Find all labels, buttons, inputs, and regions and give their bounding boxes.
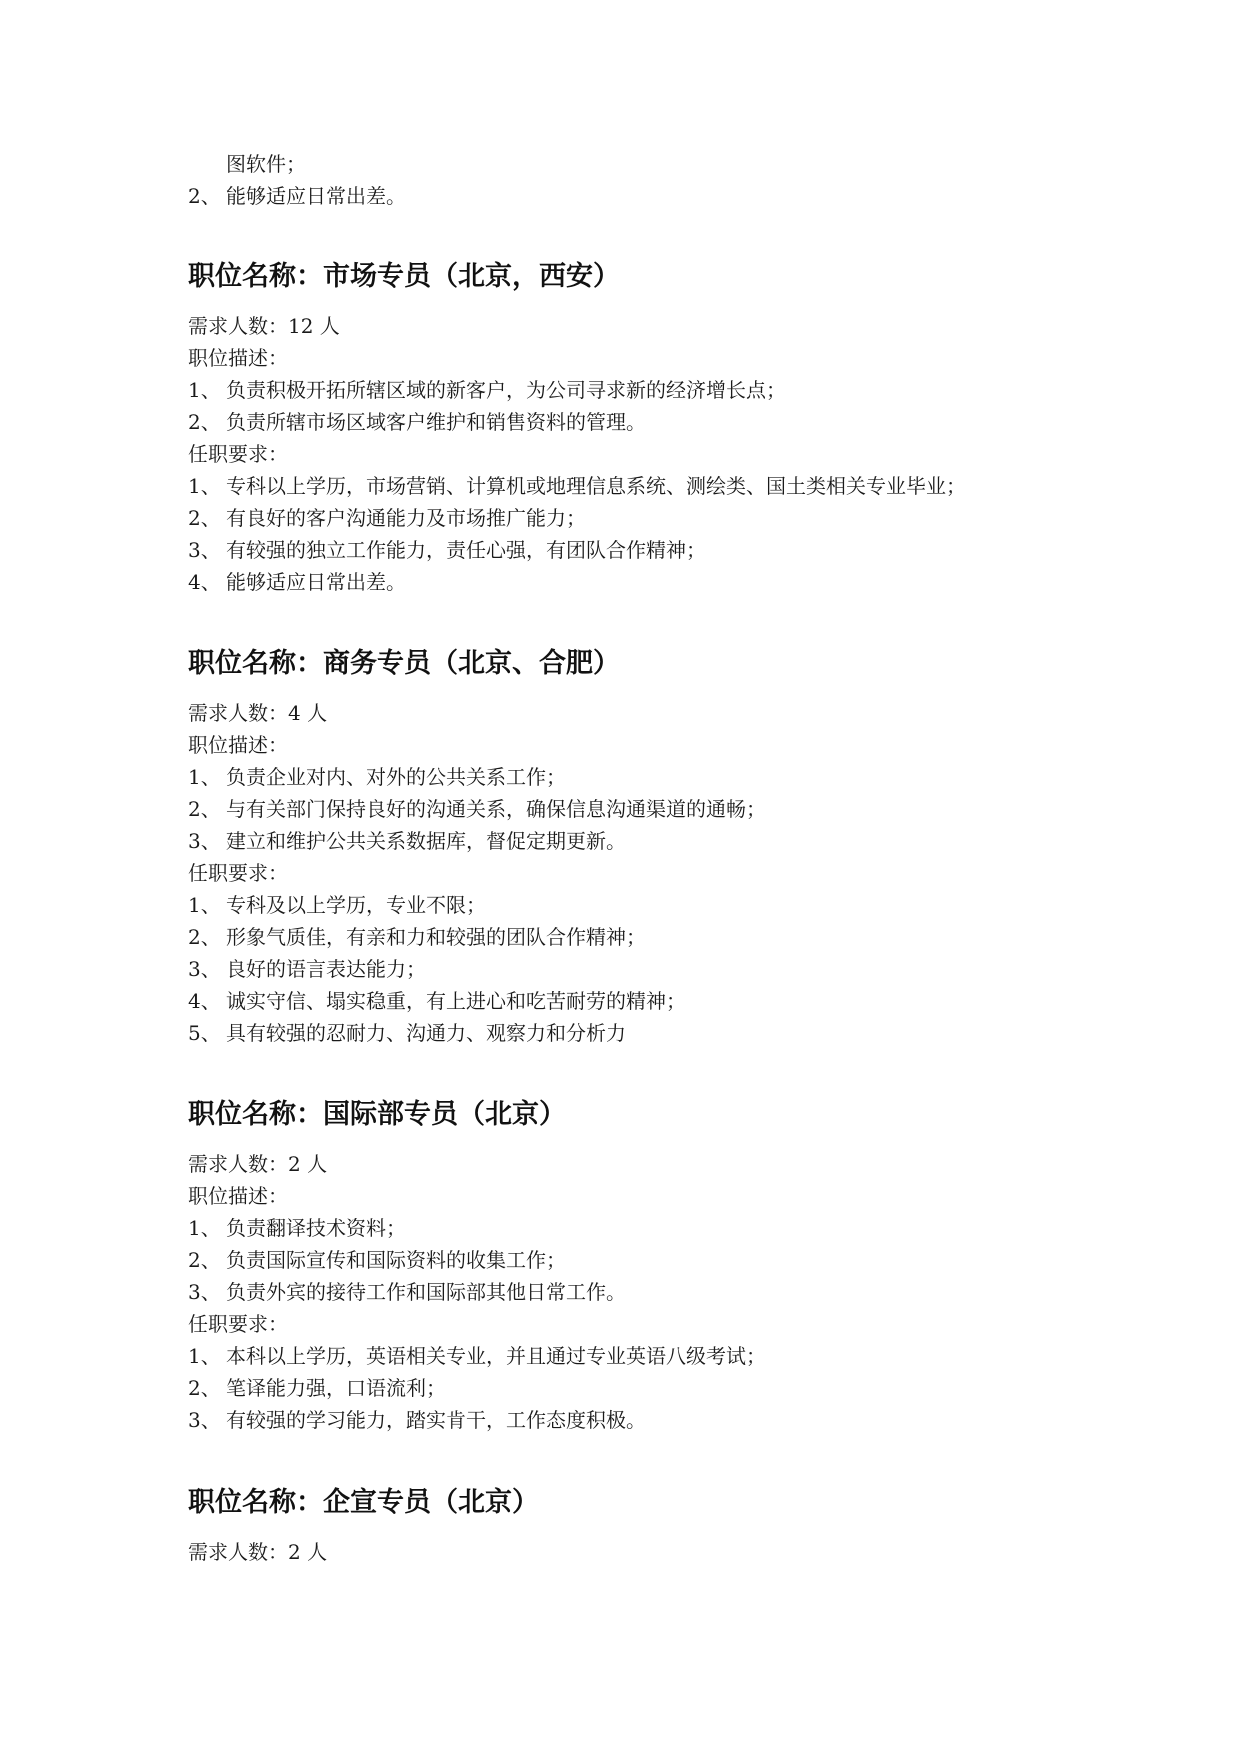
list-item [188, 182, 406, 210]
list-number: 3、 [188, 957, 221, 981]
job-title: 职位名称：市场专员（北京，西安） [188, 261, 620, 292]
list-item [188, 1278, 626, 1306]
list-item [188, 408, 646, 436]
list-text: 负责所辖市场区域客户维护和销售资料的管理。 [226, 410, 646, 434]
list-number: 3、 [188, 1280, 221, 1304]
list-number: 4、 [188, 570, 221, 594]
list-text: 与有关部门保持良好的沟通关系，确保信息沟通渠道的通畅； [226, 797, 766, 821]
list-item [188, 827, 626, 855]
list-number: 3、 [188, 829, 221, 853]
list-item [188, 795, 766, 823]
list-item [188, 536, 706, 564]
list-number: 4、 [188, 989, 221, 1013]
requirements-label: 任职要求： [188, 1312, 288, 1336]
list-number: 3、 [188, 1408, 221, 1432]
list-item [188, 923, 646, 951]
list-text: 负责积极开拓所辖区域的新客户，为公司寻求新的经济增长点； [226, 378, 786, 402]
headcount: 需求人数：12 人 [188, 314, 340, 338]
list-number: 5、 [188, 1021, 221, 1045]
requirements-label: 任职要求： [188, 442, 288, 466]
list-number: 2、 [188, 184, 221, 208]
list-item [188, 1019, 626, 1047]
description-label: 职位描述： [188, 346, 288, 370]
list-text: 负责外宾的接待工作和国际部其他日常工作。 [226, 1280, 626, 1304]
list-number: 2、 [188, 797, 221, 821]
list-text: 建立和维护公共关系数据库，督促定期更新。 [226, 829, 626, 853]
list-item [188, 1406, 646, 1434]
description-label: 职位描述： [188, 733, 288, 757]
list-number: 1、 [188, 893, 221, 917]
list-number: 1、 [188, 765, 221, 789]
list-text: 有较强的学习能力，踏实肯干，工作态度积极。 [226, 1408, 646, 1432]
list-number: 2、 [188, 1248, 221, 1272]
headcount: 需求人数：2 人 [188, 1152, 328, 1176]
list-number: 1、 [188, 1344, 221, 1368]
job-title: 职位名称：国际部专员（北京） [188, 1099, 566, 1130]
continuation-text: 图软件； [226, 152, 306, 176]
headcount: 需求人数：2 人 [188, 1540, 328, 1564]
list-text: 本科以上学历，英语相关专业，并且通过专业英语八级考试； [226, 1344, 766, 1368]
list-item [188, 376, 786, 404]
description-label: 职位描述： [188, 1184, 288, 1208]
list-number: 2、 [188, 1376, 221, 1400]
list-item [188, 1246, 566, 1274]
list-number: 3、 [188, 538, 221, 562]
list-item [188, 763, 566, 791]
job-title: 职位名称：企宣专员（北京） [188, 1487, 539, 1518]
list-text: 笔译能力强，口语流利； [226, 1376, 446, 1400]
list-number: 2、 [188, 506, 221, 530]
list-text: 负责企业对内、对外的公共关系工作； [226, 765, 566, 789]
list-item [188, 955, 426, 983]
list-number: 2、 [188, 925, 221, 949]
list-item [188, 1374, 446, 1402]
list-text: 诚实守信、塌实稳重，有上进心和吃苦耐劳的精神； [226, 989, 686, 1013]
list-text: 负责翻译技术资料； [226, 1216, 406, 1240]
list-text: 有良好的客户沟通能力及市场推广能力； [226, 506, 586, 530]
list-number: 1、 [188, 474, 221, 498]
list-text: 专科及以上学历，专业不限； [226, 893, 486, 917]
job-title: 职位名称：商务专员（北京、合肥） [188, 648, 620, 679]
list-item [188, 1214, 406, 1242]
list-number: 1、 [188, 378, 221, 402]
list-text: 良好的语言表达能力； [226, 957, 426, 981]
list-item [188, 891, 486, 919]
list-item [188, 568, 406, 596]
list-number: 1、 [188, 1216, 221, 1240]
list-text: 能够适应日常出差。 [226, 570, 406, 594]
list-text: 专科以上学历，市场营销、计算机或地理信息系统、测绘类、国土类相关专业毕业； [226, 474, 966, 498]
list-item [188, 504, 586, 532]
list-text: 形象气质佳，有亲和力和较强的团队合作精神； [226, 925, 646, 949]
headcount: 需求人数：4 人 [188, 701, 328, 725]
list-number: 2、 [188, 410, 221, 434]
list-item [188, 1342, 766, 1370]
list-item [188, 987, 686, 1015]
list-text: 负责国际宣传和国际资料的收集工作； [226, 1248, 566, 1272]
requirements-label: 任职要求： [188, 861, 288, 885]
list-text: 有较强的独立工作能力，责任心强，有团队合作精神； [226, 538, 706, 562]
list-item [188, 472, 966, 500]
list-text: 能够适应日常出差。 [226, 184, 406, 208]
list-text: 具有较强的忍耐力、沟通力、观察力和分析力 [226, 1021, 626, 1045]
